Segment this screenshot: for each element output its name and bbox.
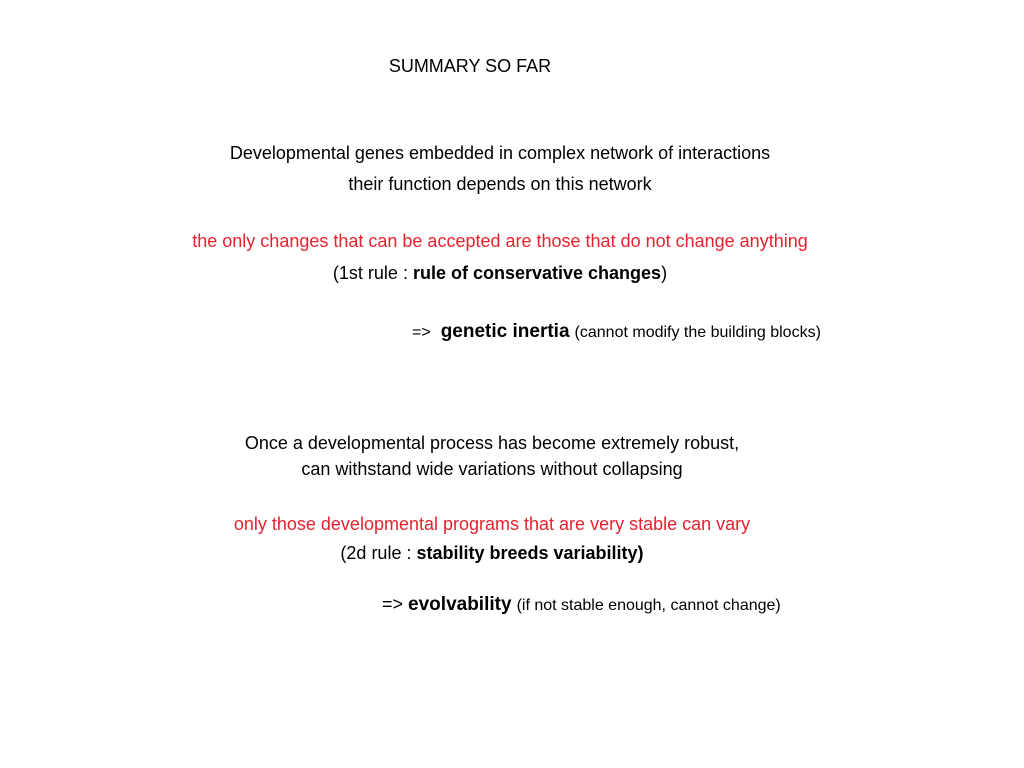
rule-name: stability breeds variability) bbox=[416, 543, 644, 563]
rule-name: rule of conservative changes bbox=[412, 263, 662, 283]
section-2-line-1: Once a developmental process has become extremely robust, bbox=[244, 433, 740, 453]
section-2-line-2: can withstand wide variations without collapsing bbox=[301, 459, 683, 479]
section-1-highlight: the only changes that can be accepted are those that do not change anything bbox=[192, 231, 808, 251]
section-1-line-2: their function depends on this network bbox=[348, 174, 652, 194]
section-2-rule bbox=[0, 542, 984, 564]
section-1-consequence bbox=[412, 320, 821, 344]
consequence-note: (if not stable enough, cannot change) bbox=[516, 597, 781, 614]
consequence-term: genetic inertia bbox=[440, 321, 570, 342]
rule-prefix: (1st rule : bbox=[332, 263, 413, 283]
section-1-rule bbox=[0, 262, 1000, 284]
rule-prefix: (2d rule : bbox=[340, 543, 417, 563]
arrow: => bbox=[412, 324, 431, 341]
consequence-note: (cannot modify the building blocks) bbox=[574, 324, 821, 341]
consequence-term: evolvability bbox=[408, 594, 512, 615]
section-2-highlight: only those developmental programs that are very stable can vary bbox=[233, 514, 751, 534]
section-1-line-1: Developmental genes embedded in complex network of interactions bbox=[229, 143, 771, 163]
arrow: => bbox=[382, 594, 404, 614]
rule-suffix: ) bbox=[661, 263, 668, 283]
section-2-consequence bbox=[382, 593, 781, 617]
slide-title: SUMMARY SO FAR bbox=[388, 56, 552, 76]
